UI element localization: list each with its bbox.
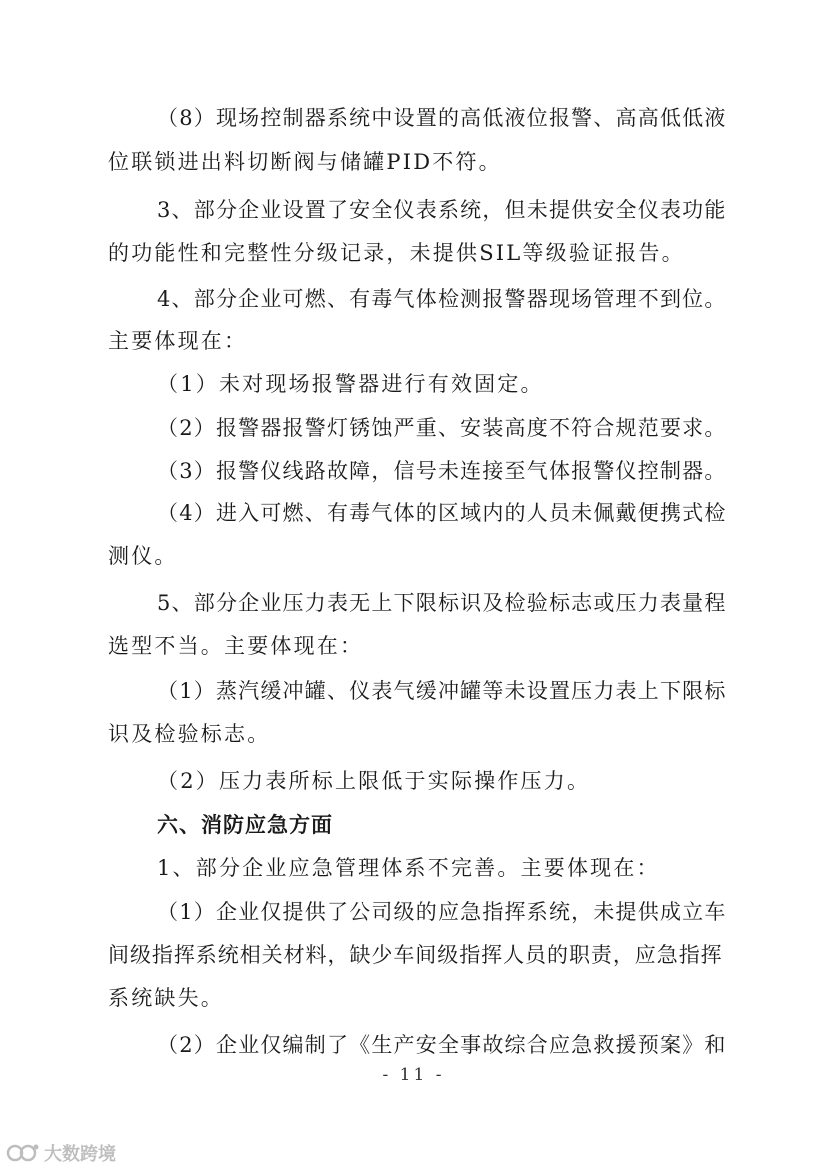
text-line: 3、部分企业设置了安全仪表系统，但未提供安全仪表功能 [157,198,727,222]
text-line: （8）现场控制器系统中设置的高低液位报警、高高低低液 [157,106,727,130]
text-line: （1）企业仅提供了公司级的应急指挥系统，未提供成立车 [157,900,727,924]
section-heading: 六、消防应急方面 [157,813,333,837]
text-line: （4）进入可燃、有毒气体的区域内的人员未佩戴便携式检 [157,501,727,525]
text-line: （2）报警器报警灯锈蚀严重、安装高度不符合规范要求。 [157,416,727,440]
watermark [6,1140,116,1166]
page-number: - 11 - [382,1065,445,1085]
text-line: 主要体现在： [108,329,248,353]
text-line: 位联锁进出料切断阀与储罐PID不符。 [108,150,502,174]
text-line: （1）未对现场报警器进行有效固定。 [157,372,544,396]
watermark-text: 大数跨境 [44,1144,116,1165]
text-line: 的功能性和完整性分级记录，未提供SIL等级验证报告。 [108,241,685,265]
text-line: 1、部分企业应急管理体系不完善。主要体现在： [157,856,660,880]
text-line: （2）压力表所标上限低于实际操作压力。 [157,769,591,793]
text-line: （3）报警仪线路故障，信号未连接至气体报警仪控制器。 [157,459,727,483]
text-line: （2）企业仅编制了《生产安全事故综合应急救援预案》和 [157,1033,727,1057]
text-line: 4、部分企业可燃、有毒气体检测报警器现场管理不到位。 [157,287,727,311]
text-line: 5、部分企业压力表无上下限标识及检验标志或压力表量程 [157,591,727,615]
text-line: 系统缺失。 [108,986,224,1010]
text-line: （1）蒸汽缓冲罐、仪表气缓冲罐等未设置压力表上下限标 [157,679,727,703]
text-line: 间级指挥系统相关材料，缺少车间级指挥人员的职责，应急指挥 [108,943,723,967]
text-line: 测仪。 [108,544,178,568]
text-line: 识及检验标志。 [108,722,271,746]
watermark-logo-icon [6,1142,40,1164]
text-line: 选型不当。主要体现在： [108,634,364,658]
